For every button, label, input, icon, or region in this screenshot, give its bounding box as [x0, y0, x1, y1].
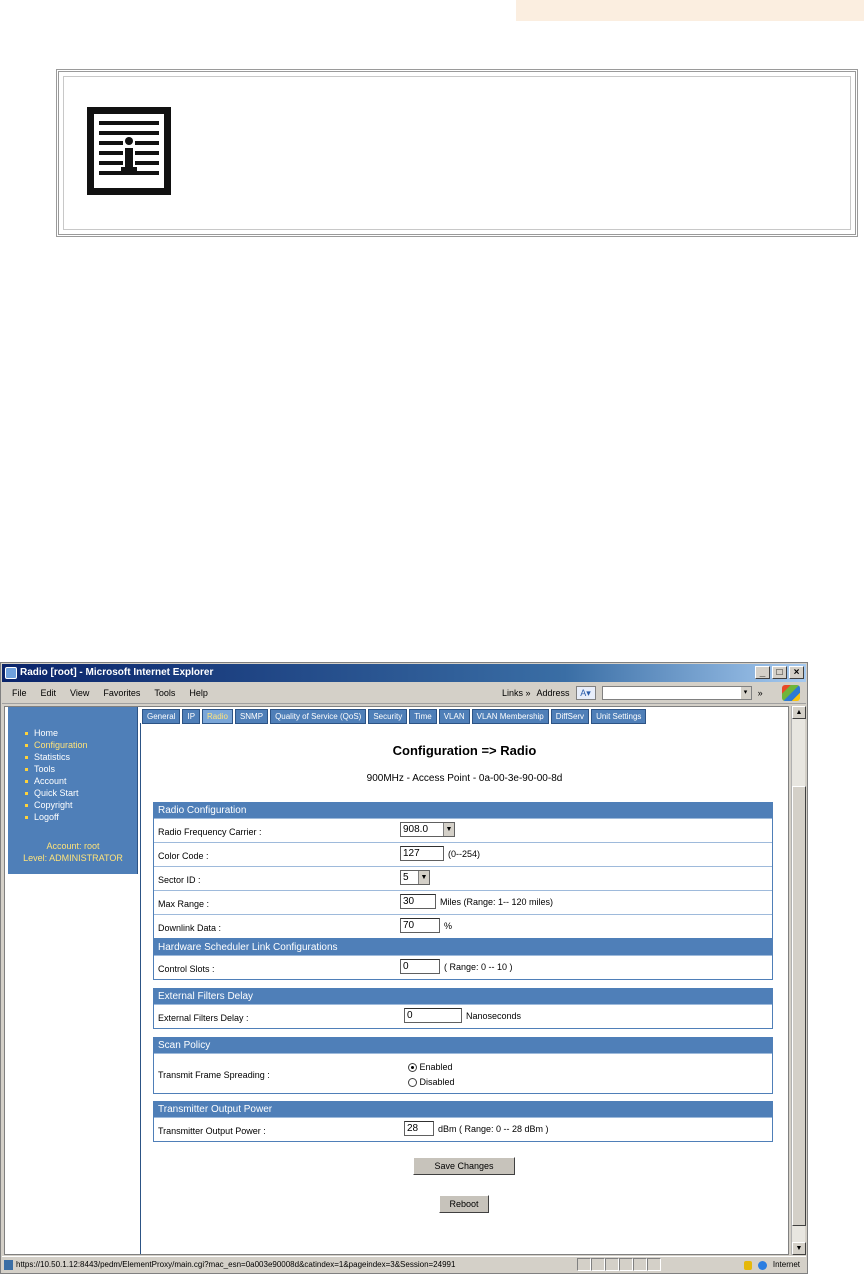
sidebar-item-account[interactable]: Account — [34, 775, 137, 787]
tab-snmp[interactable]: SNMP — [235, 709, 268, 724]
disabled-label: Disabled — [419, 1077, 455, 1087]
search-icon[interactable]: A▾ — [576, 686, 596, 700]
enabled-label: Enabled — [419, 1062, 453, 1072]
power-section — [153, 1101, 773, 1142]
scroll-down-icon[interactable]: ▼ — [792, 1242, 806, 1255]
enabled-radio[interactable] — [408, 1063, 417, 1072]
tab-time[interactable]: Time — [409, 709, 436, 724]
tab-bar — [142, 709, 646, 724]
menu-view[interactable]: View — [70, 688, 90, 698]
power-input[interactable]: 28 — [404, 1121, 434, 1136]
title-bar — [2, 664, 806, 682]
note-icon — [87, 107, 171, 195]
tab-radio[interactable]: Radio — [202, 709, 233, 724]
address-input[interactable] — [602, 686, 752, 700]
account-name: Account: root — [46, 841, 100, 851]
section-header: Scan Policy — [154, 1038, 772, 1053]
menu-file[interactable]: File — [12, 688, 27, 698]
scan-policy-section — [153, 1037, 773, 1094]
scroll-up-icon[interactable]: ▲ — [792, 706, 806, 719]
tab-vlan-membership[interactable]: VLAN Membership — [472, 709, 549, 724]
chevron-down-icon: ▼ — [443, 823, 454, 836]
zone-label: Internet — [772, 1260, 800, 1269]
frequency-select[interactable]: 908.0 ▼ — [400, 822, 455, 837]
color-code-input[interactable]: 127 — [400, 846, 444, 861]
menu-edit[interactable]: Edit — [40, 688, 57, 698]
color-code-range: (0--254) — [448, 848, 481, 859]
toolbar-more-button[interactable]: » — [757, 688, 763, 698]
status-bar — [2, 1256, 806, 1272]
close-button[interactable]: × — [789, 666, 804, 679]
menu-help[interactable]: Help — [189, 688, 208, 698]
browser-window — [0, 662, 808, 1274]
address-dropdown-icon[interactable]: ▾ — [741, 687, 751, 699]
control-slots-label: Control Slots : — [158, 964, 215, 974]
account-level: Level: ADMINISTRATOR — [23, 853, 123, 863]
tab-qos[interactable]: Quality of Service (QoS) — [270, 709, 366, 724]
filters-delay-input[interactable]: 0 — [404, 1008, 462, 1023]
maximize-button[interactable]: □ — [772, 666, 787, 679]
page-viewport — [4, 706, 789, 1255]
sidebar-item-configuration[interactable]: Configuration — [34, 739, 137, 751]
page-title: Configuration => Radio — [392, 743, 537, 758]
address-label: Address — [536, 688, 570, 698]
menu-favorites[interactable]: Favorites — [103, 688, 141, 698]
tab-unit-settings[interactable]: Unit Settings — [591, 709, 646, 724]
menu-bar — [2, 683, 806, 704]
section-header: Radio Configuration — [154, 803, 772, 818]
power-unit: dBm ( Range: 0 -- 28 dBm ) — [438, 1123, 549, 1134]
section-header: Transmitter Output Power — [154, 1102, 772, 1117]
lock-icon — [744, 1261, 752, 1270]
filters-delay-unit: Nanoseconds — [466, 1010, 522, 1021]
radio-config-section — [153, 802, 773, 939]
main-content — [140, 723, 788, 1254]
sidebar-item-quick-start[interactable]: Quick Start — [34, 787, 137, 799]
color-code-label: Color Code : — [158, 851, 209, 861]
header-tab — [516, 0, 864, 21]
tab-ip[interactable]: IP — [182, 709, 200, 724]
menu-tools[interactable]: Tools — [154, 688, 176, 698]
filters-delay-label: External Filters Delay : — [158, 1013, 249, 1023]
sector-id-label: Sector ID : — [158, 875, 201, 885]
frequency-label: Radio Frequency Carrier : — [158, 827, 262, 837]
scheduler-section — [153, 939, 773, 980]
globe-icon — [758, 1261, 767, 1270]
sidebar-item-home[interactable]: Home — [34, 727, 137, 739]
save-changes-button[interactable]: Save Changes — [413, 1157, 515, 1175]
vertical-scrollbar[interactable] — [791, 706, 805, 1255]
reboot-button[interactable]: Reboot — [439, 1195, 489, 1213]
page-subtitle: 900MHz - Access Point - 0a-00-3e-90-00-8d — [366, 773, 563, 784]
spreading-label: Transmit Frame Spreading : — [158, 1070, 270, 1080]
control-slots-input[interactable]: 0 — [400, 959, 440, 974]
max-range-unit: Miles (Range: 1-- 120 miles) — [440, 896, 554, 907]
filters-section — [153, 988, 773, 1029]
note-box — [56, 69, 858, 237]
downlink-input[interactable]: 70 — [400, 918, 440, 933]
status-url: https://10.50.1.12:8443/pedm/ElementProxy/main.cgi?mac_esn=0a003e90008d&catindex=1&pageindex=3&Session=24991 — [16, 1260, 456, 1269]
disabled-radio[interactable] — [408, 1078, 417, 1087]
downlink-unit: % — [444, 920, 453, 931]
sidebar — [8, 707, 138, 874]
chevron-down-icon: ▼ — [418, 871, 429, 884]
max-range-input[interactable]: 30 — [400, 894, 436, 909]
max-range-label: Max Range : — [158, 899, 210, 909]
scroll-thumb[interactable] — [792, 786, 806, 1226]
sidebar-item-statistics[interactable]: Statistics — [34, 751, 137, 763]
section-header: Hardware Scheduler Link Configurations — [154, 940, 772, 955]
page-icon — [4, 1260, 13, 1270]
tab-diffserv[interactable]: DiffServ — [551, 709, 589, 724]
windows-logo-icon — [782, 685, 800, 701]
sidebar-item-tools[interactable]: Tools — [34, 763, 137, 775]
tab-security[interactable]: Security — [368, 709, 407, 724]
power-label: Transmitter Output Power : — [158, 1126, 266, 1136]
window-title: Radio [root] - Microsoft Internet Explorer — [20, 667, 214, 678]
sector-id-select[interactable]: 5 ▼ — [400, 870, 430, 885]
sidebar-item-copyright[interactable]: Copyright — [34, 799, 137, 811]
tab-vlan[interactable]: VLAN — [439, 709, 470, 724]
sidebar-item-logoff[interactable]: Logoff — [34, 811, 137, 823]
minimize-button[interactable]: _ — [755, 666, 770, 679]
links-button[interactable]: Links » — [502, 688, 531, 698]
downlink-label: Downlink Data : — [158, 923, 222, 933]
tab-general[interactable]: General — [142, 709, 180, 724]
section-header: External Filters Delay — [154, 989, 772, 1004]
ie-icon — [5, 667, 17, 679]
control-slots-range: ( Range: 0 -- 10 ) — [444, 961, 513, 972]
